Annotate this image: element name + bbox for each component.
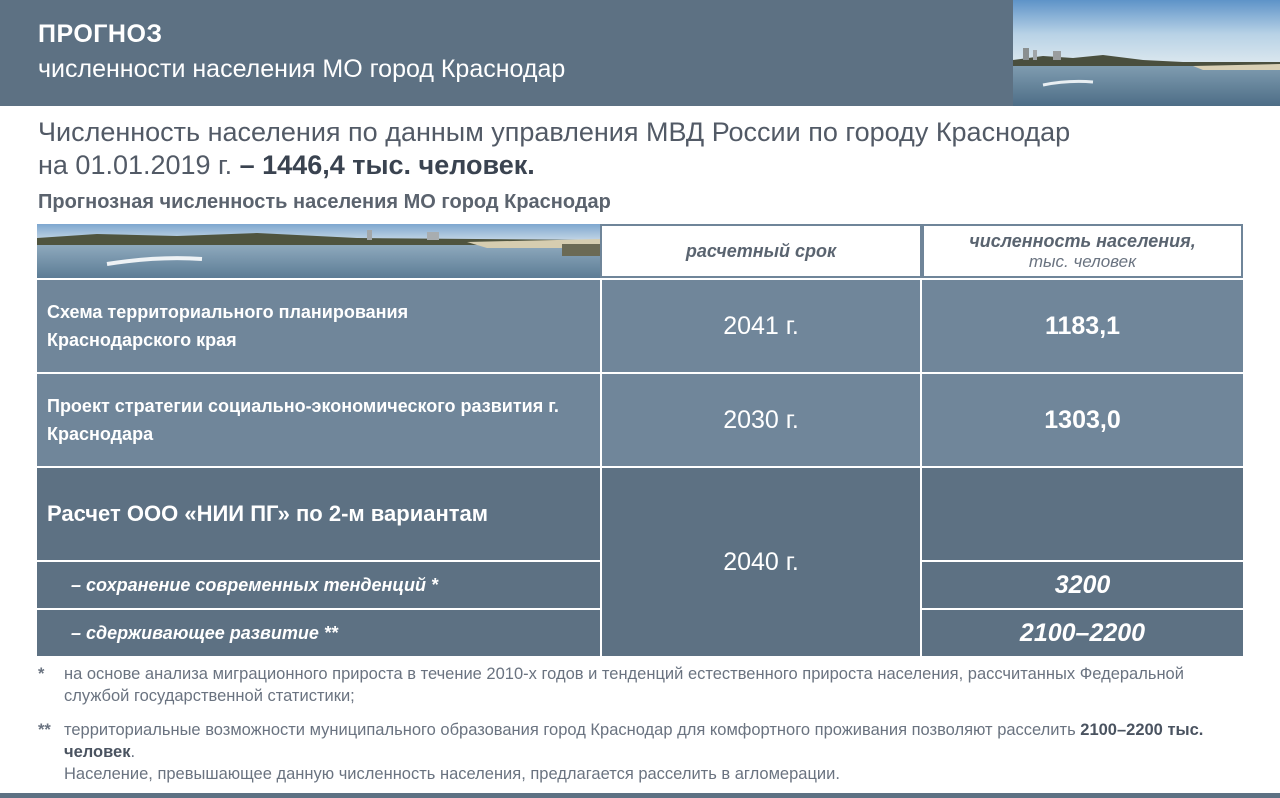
row-value-number: 1183,1 bbox=[1044, 311, 1121, 340]
footnote-text: территориальные возможности муниципального образования город Краснодар для комфортного проживания позволяют расселить bbox=[64, 721, 1081, 739]
intro-line-2 bbox=[38, 149, 1258, 182]
section-title: Прогнозная численность населения МО город Краснодар bbox=[38, 191, 611, 213]
header-period bbox=[600, 224, 922, 278]
variant-label: – сохранение современных тенденций * bbox=[71, 574, 438, 595]
table-row bbox=[37, 374, 600, 466]
page-subtitle: численности населения МО город Краснодар bbox=[38, 55, 566, 83]
intro-population: – 1446,4 тыс. человек. bbox=[239, 150, 535, 180]
group-value-empty bbox=[922, 468, 1243, 560]
variant-value bbox=[922, 610, 1243, 656]
variant-label: – сдерживающее развитие ** bbox=[71, 622, 338, 643]
variant-value-number: 3200 bbox=[1054, 570, 1111, 599]
row-label: Проект стратегии социально-экономического развития г. Краснодара bbox=[47, 396, 559, 444]
footnote-tail: . bbox=[130, 743, 136, 761]
bottom-bar bbox=[0, 793, 1280, 798]
table-photo bbox=[37, 224, 600, 278]
river-photo bbox=[1013, 0, 1280, 106]
header-population-label: численность населения, bbox=[969, 230, 1196, 251]
row-value-number: 1303,0 bbox=[1044, 405, 1121, 434]
variant-value-number: 2100–2200 bbox=[1019, 618, 1146, 647]
footnote-text: на основе анализа миграционного прироста в течение 2010-х годов и тенденций естественного прироста населения, рассчитанных Федеральной службой государственной статистики; bbox=[64, 665, 1184, 705]
page-title: ПРОГНОЗ bbox=[38, 20, 163, 48]
intro-line-1: Численность населения по данным управления МВД России по городу Краснодар bbox=[38, 117, 1071, 147]
row-period bbox=[602, 374, 920, 466]
variant-value bbox=[922, 562, 1243, 608]
row-value bbox=[922, 374, 1243, 466]
footnote-2 bbox=[38, 719, 1253, 785]
row-period-value: 2041 г. bbox=[723, 311, 799, 340]
header-population bbox=[922, 224, 1243, 278]
footnote-marker: ** bbox=[38, 721, 51, 739]
variant-row bbox=[37, 610, 600, 656]
row-period bbox=[602, 280, 920, 372]
footnote-1 bbox=[38, 663, 1253, 707]
footnote-line: Население, превышающее данную численность населения, предлагается расселить в агломерации. bbox=[64, 765, 840, 783]
intro-date: на 01.01.2019 г. bbox=[38, 150, 240, 180]
footnote-bold: 2100–2200 тыс. человек bbox=[64, 721, 1204, 761]
group-period-value: 2040 г. bbox=[723, 547, 799, 576]
footnote-marker: * bbox=[38, 665, 45, 683]
header-population-unit: тыс. человек bbox=[1028, 251, 1137, 271]
group-period bbox=[602, 468, 920, 656]
group-label: Расчет ООО «НИИ ПГ» по 2-м вариантам bbox=[47, 501, 489, 526]
header-period-label: расчетный срок bbox=[685, 240, 837, 261]
row-period-value: 2030 г. bbox=[723, 405, 799, 434]
row-label: Схема территориального планирования Краснодарского края bbox=[47, 302, 409, 350]
intro-text bbox=[38, 116, 1258, 182]
row-value bbox=[922, 280, 1243, 372]
title-band bbox=[0, 0, 1013, 106]
table-row bbox=[37, 280, 600, 372]
variant-row bbox=[37, 562, 600, 608]
group-row bbox=[37, 468, 600, 560]
